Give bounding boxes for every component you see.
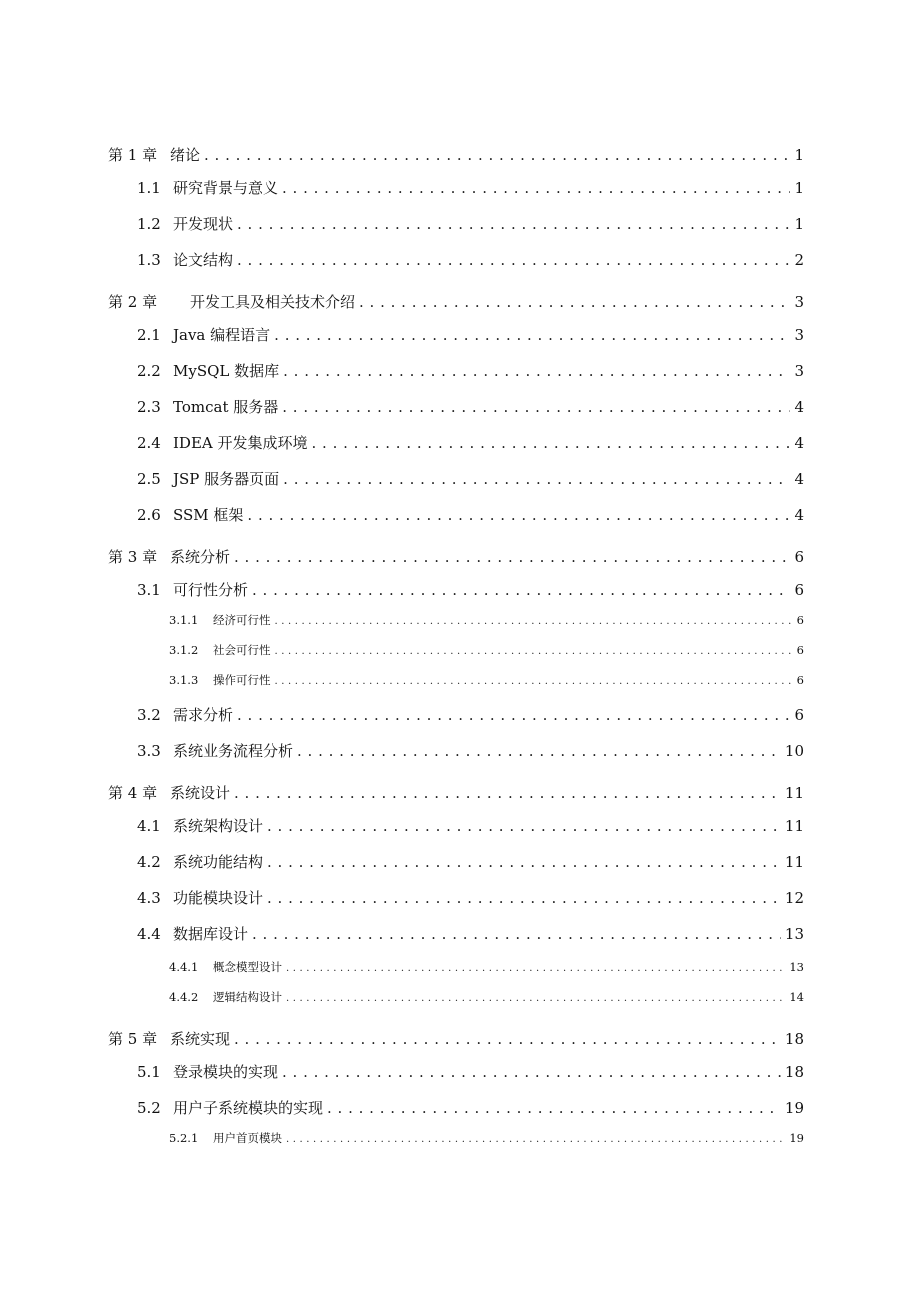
- toc-entry[interactable]: [0, 851, 920, 872]
- toc-dot-leader: [267, 817, 781, 835]
- toc-entry-title: 绪论: [170, 146, 201, 164]
- toc-entry-title: 用户首页模块: [213, 1131, 282, 1145]
- toc-entry-page: 12: [784, 889, 804, 907]
- toc-entry-title: 登录模块的实现: [173, 1063, 279, 1081]
- toc-entry-number: 第 3 章: [108, 548, 158, 566]
- toc-dot-leader: [237, 706, 790, 724]
- toc-entry-page: 1: [794, 146, 804, 164]
- toc-entry[interactable]: [0, 612, 920, 628]
- toc-entry-number: 2.2: [137, 362, 161, 380]
- toc-entry[interactable]: [0, 144, 920, 165]
- toc-entry-number: 3.1.3: [169, 673, 199, 687]
- toc-entry-number: 2.1: [137, 326, 161, 344]
- toc-entry-page: 3: [794, 326, 804, 344]
- toc-entry-page: 10: [784, 742, 804, 760]
- toc-entry-page: 6: [796, 613, 804, 627]
- toc-dot-leader: [275, 676, 793, 687]
- toc-entry-page: 13: [789, 960, 804, 974]
- toc-entry-title: JSP 服务器页面: [173, 470, 280, 488]
- toc-entry[interactable]: [0, 1061, 920, 1082]
- toc-dot-leader: [312, 434, 791, 452]
- toc-entry[interactable]: [0, 579, 920, 600]
- toc-entry[interactable]: [0, 468, 920, 489]
- toc-entry-title: 开发工具及相关技术介绍: [190, 293, 356, 311]
- toc-entry-number: 1.3: [137, 251, 161, 269]
- toc-entry-number: 第 4 章: [108, 784, 158, 802]
- toc-dot-leader: [247, 506, 790, 524]
- toc-entry-title: 可行性分析: [173, 581, 249, 599]
- toc-entry-page: 18: [784, 1030, 804, 1048]
- toc-entry-title: 系统功能结构: [173, 853, 264, 871]
- toc-entry[interactable]: [0, 989, 920, 1005]
- toc-dot-leader: [282, 179, 790, 197]
- toc-dot-leader: [237, 251, 790, 269]
- toc-entry-title: 开发现状: [173, 215, 234, 233]
- toc-entry-number: 5.2: [137, 1099, 161, 1117]
- toc-dot-leader: [283, 470, 790, 488]
- toc-entry[interactable]: [0, 291, 920, 312]
- toc-entry-number: 1.1: [137, 179, 161, 197]
- toc-entry-title: 用户子系统模块的实现: [173, 1099, 324, 1117]
- toc-entry-title: 系统设计: [170, 784, 231, 802]
- toc-entry[interactable]: [0, 782, 920, 803]
- toc-entry-number: 5.2.1: [169, 1131, 199, 1145]
- toc-dot-leader: [237, 215, 790, 233]
- toc-entry[interactable]: [0, 1130, 920, 1146]
- toc-entry-number: 4.2: [137, 853, 161, 871]
- toc-entry-number: 第 2 章: [108, 293, 158, 311]
- toc-entry-number: 2.5: [137, 470, 161, 488]
- toc-entry-number: 3.1.1: [169, 613, 199, 627]
- toc-entry-title: 论文结构: [173, 251, 234, 269]
- toc-dot-leader: [283, 362, 790, 380]
- toc-dot-leader: [282, 398, 790, 416]
- toc-dot-leader: [204, 146, 790, 164]
- toc-entry-title: Java 编程语言: [173, 326, 271, 344]
- toc-entry-number: 3.1: [137, 581, 161, 599]
- toc-entry-page: 11: [784, 853, 804, 871]
- toc-dot-leader: [282, 1063, 781, 1081]
- toc-dot-leader: [234, 1030, 781, 1048]
- toc-entry-title: 系统架构设计: [173, 817, 264, 835]
- toc-entry-title: 数据库设计: [173, 925, 249, 943]
- toc-entry[interactable]: [0, 546, 920, 567]
- toc-dot-leader: [297, 742, 781, 760]
- toc-entry-page: 4: [794, 506, 804, 524]
- toc-entry-page: 2: [794, 251, 804, 269]
- toc-entry-number: 4.4.1: [169, 960, 199, 974]
- toc-entry[interactable]: [0, 249, 920, 270]
- toc-entry[interactable]: [0, 642, 920, 658]
- toc-entry[interactable]: [0, 815, 920, 836]
- toc-entry-title: 社会可行性: [213, 643, 271, 657]
- toc-entry-title: 研究背景与意义: [173, 179, 279, 197]
- toc-entry-page: 4: [794, 470, 804, 488]
- toc-entry-title: SSM 框架: [173, 506, 244, 524]
- toc-entry-number: 4.4: [137, 925, 161, 943]
- toc-entry-page: 6: [794, 706, 804, 724]
- toc-entry-page: 4: [794, 434, 804, 452]
- toc-dot-leader: [359, 293, 790, 311]
- toc-entry[interactable]: [0, 213, 920, 234]
- toc-entry[interactable]: [0, 740, 920, 761]
- toc-entry-page: 19: [784, 1099, 804, 1117]
- toc-entry[interactable]: [0, 504, 920, 525]
- toc-entry-page: 6: [794, 548, 804, 566]
- toc-entry-number: 3.1.2: [169, 643, 199, 657]
- toc-dot-leader: [327, 1099, 781, 1117]
- toc-entry-title: 系统分析: [170, 548, 231, 566]
- toc-dot-leader: [234, 548, 790, 566]
- toc-entry-title: 概念模型设计: [213, 960, 282, 974]
- toc-entry-number: 4.1: [137, 817, 161, 835]
- toc-dot-leader: [286, 963, 785, 974]
- toc-entry-number: 2.3: [137, 398, 161, 416]
- toc-dot-leader: [252, 581, 790, 599]
- toc-entry-number: 3.2: [137, 706, 161, 724]
- toc-entry-number: 1.2: [137, 215, 161, 233]
- toc-entry-title: 系统实现: [170, 1030, 231, 1048]
- toc-dot-leader: [234, 784, 781, 802]
- toc-entry[interactable]: [0, 360, 920, 381]
- toc-entry-page: 3: [794, 362, 804, 380]
- toc-entry-page: 6: [796, 673, 804, 687]
- toc-dot-leader: [286, 993, 785, 1004]
- toc-entry-page: 1: [794, 215, 804, 233]
- toc-dot-leader: [275, 646, 793, 657]
- toc-dot-leader: [267, 889, 781, 907]
- toc-entry-page: 4: [794, 398, 804, 416]
- toc-entry[interactable]: [0, 324, 920, 345]
- toc-entry-title: 逻辑结构设计: [213, 990, 282, 1004]
- toc-entry-number: 3.3: [137, 742, 161, 760]
- toc-dot-leader: [274, 326, 790, 344]
- toc-entry-page: 3: [794, 293, 804, 311]
- toc-entry-title: 系统业务流程分析: [173, 742, 294, 760]
- toc-entry-page: 14: [789, 990, 804, 1004]
- toc-entry-number: 4.3: [137, 889, 161, 907]
- toc-entry-number: 5.1: [137, 1063, 161, 1081]
- toc-entry-title: MySQL 数据库: [173, 362, 280, 380]
- toc-entry-number: 4.4.2: [169, 990, 199, 1004]
- toc-entry[interactable]: [0, 923, 920, 944]
- toc-dot-leader: [252, 925, 781, 943]
- toc-dot-leader: [275, 616, 793, 627]
- toc-entry-page: 11: [784, 817, 804, 835]
- toc-entry[interactable]: [0, 1028, 920, 1049]
- toc-entry-title: IDEA 开发集成环境: [173, 434, 308, 452]
- toc-entry-number: 第 1 章: [108, 146, 158, 164]
- toc-entry-title: 需求分析: [173, 706, 234, 724]
- toc-entry-title: 经济可行性: [213, 613, 271, 627]
- toc-entry-page: 6: [794, 581, 804, 599]
- toc-entry-page: 11: [784, 784, 804, 802]
- toc-entry[interactable]: [0, 704, 920, 725]
- toc-entry[interactable]: [0, 672, 920, 688]
- toc-entry-title: Tomcat 服务器: [173, 398, 279, 416]
- toc-entry[interactable]: [0, 1097, 920, 1118]
- toc-entry[interactable]: [0, 432, 920, 453]
- toc-entry-page: 13: [784, 925, 804, 943]
- toc-entry[interactable]: [0, 959, 920, 975]
- toc-entry[interactable]: [0, 177, 920, 198]
- toc-entry-number: 第 5 章: [108, 1030, 158, 1048]
- toc-entry-page: 6: [796, 643, 804, 657]
- toc-dot-leader: [267, 853, 781, 871]
- toc-entry-number: 2.6: [137, 506, 161, 524]
- toc-entry-title: 操作可行性: [213, 673, 271, 687]
- toc-entry-page: 19: [789, 1131, 804, 1145]
- toc-entry[interactable]: [0, 887, 920, 908]
- toc-dot-leader: [286, 1134, 785, 1145]
- toc-entry[interactable]: [0, 396, 920, 417]
- toc-entry-title: 功能模块设计: [173, 889, 264, 907]
- toc-entry-number: 2.4: [137, 434, 161, 452]
- toc-entry-page: 1: [794, 179, 804, 197]
- toc-entry-page: 18: [784, 1063, 804, 1081]
